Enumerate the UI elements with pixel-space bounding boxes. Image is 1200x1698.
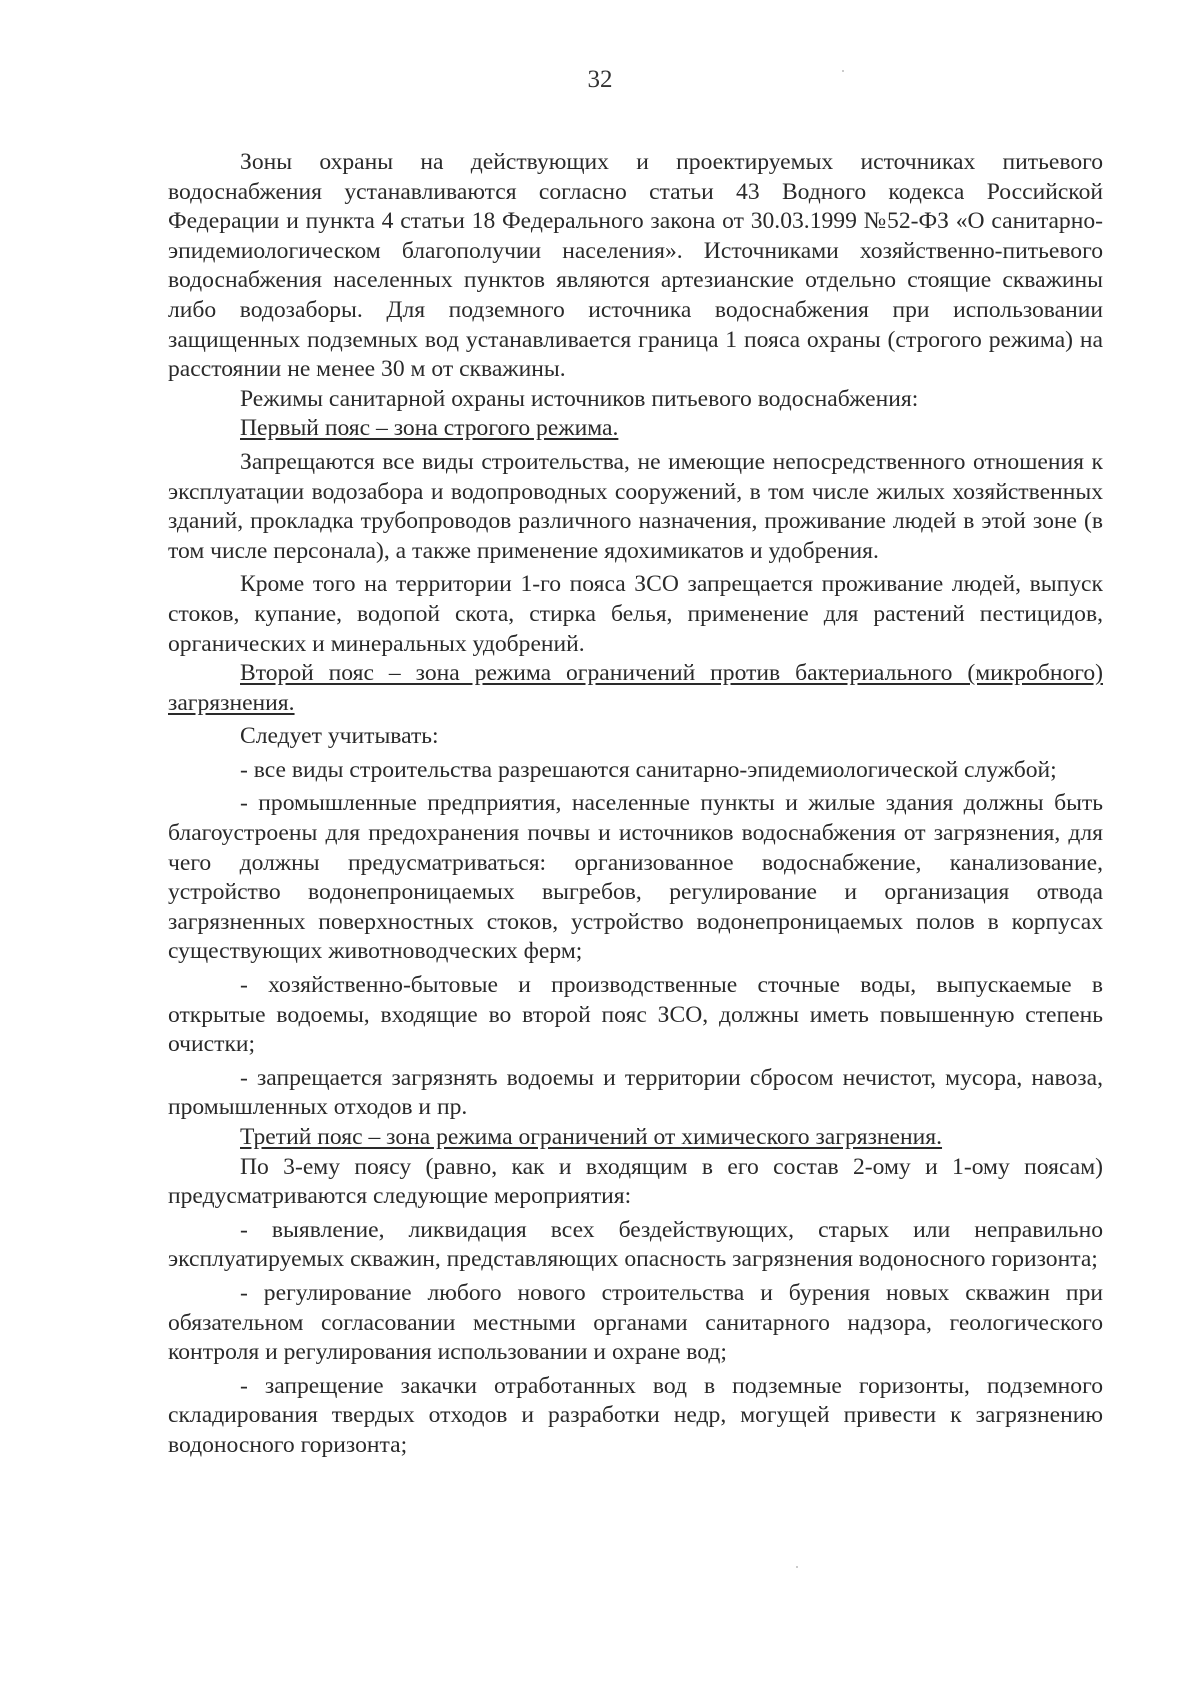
list-item-wastewater: - хозяйственно-бытовые и производственные сточные воды, выпускаемые в открытые водоемы, входящие во второй пояс ЗСО, должны иметь повышенную степень очистки; (168, 972, 1103, 1058)
paragraph-first-belt-prohibitions: Запрещаются все виды строительства, не имеющие непосредственного отношения к эксплуатации водозабора и водопроводных сооружений, в том числе жилых хозяйственных зданий, прокладка трубопроводов различного назначения, проживание людей в этой зоне (в том числе персонала), а также применение ядохимикатов и удобрения. (168, 448, 1103, 564)
scan-speck (796, 1566, 798, 1568)
paragraph-first-belt-additional: Кроме того на территории 1-го пояса ЗСО запрещается проживание людей, выпуск стоков, купание, водопой скота, стирка белья, применение для растений пестицидов, органических и минеральных удобрений. (168, 571, 1103, 657)
heading-first-belt (168, 414, 1103, 444)
document-body (168, 148, 1103, 1461)
heading-third-belt-text: Третий пояс – зона режима ограничений от химического загрязнения. (240, 1124, 943, 1150)
list-item-improvement: - промышленные предприятия, населенные пункты и жилые здания должны быть благоустроены для предохранения почвы и источников водоснабжения от загрязнения, для чего должны предусматриваться: организованное водоснабжение, канализование, устройство водонепроницаемых выгребов, регулирование и организация отвода загрязненных поверхностных стоков, устройство водонепроницаемых полов в корпусах существующих животноводческих ферм; (168, 790, 1103, 965)
list-item-wells: - выявление, ликвидация всех бездействующих, старых или неправильно эксплуатируемых скважин, представляющих опасность загрязнения водоносного горизонта; (168, 1216, 1103, 1273)
heading-second-belt-text: Второй пояс – зона режима ограничений против бактериального (микробного) загрязнения. (168, 660, 1103, 716)
list-item-pollution-ban: - запрещается загрязнять водоемы и территории сбросом нечистот, мусора, навоза, промышленных отходов и пр. (168, 1064, 1103, 1121)
list-item-construction: - все виды строительства разрешаются санитарно-эпидемиологической службой; (240, 756, 1057, 783)
scan-speck (842, 70, 844, 72)
paragraph-regimes-heading: Режимы санитарной охраны источников питьевого водоснабжения: (240, 385, 919, 412)
heading-third-belt (168, 1123, 1103, 1153)
list-item-injection-ban: - запрещение закачки отработанных вод в подземные горизонты, подземного складирования твердых отходов и разработки недр, могущей привести к загрязнению водоносного горизонта; (168, 1372, 1103, 1458)
paragraph-intro: Зоны охраны на действующих и проектируемых источниках питьевого водоснабжения устанавливаются согласно статьи 43 Водного кодекса Российской Федерации и пункта 4 статьи 18 Федерального закона от 30.03.1999 №52-ФЗ «О санитарно-эпидемиологическом благополучии населения». Источниками хозяйственно-питьевого водоснабжения населенных пунктов являются артезианские отдельно стоящие скважины либо водозаборы. Для подземного источника водоснабжения при использовании защищенных подземных вод устанавливается граница 1 пояса охраны (строгого режима) на расстоянии не менее 30 м от скважины. (168, 149, 1103, 383)
heading-first-belt-text: Первый пояс – зона строгого режима. (240, 415, 619, 442)
paragraph-third-belt-measures: По 3-ему поясу (равно, как и входящим в его состав 2-ому и 1-ому поясам) предусматриваются следующие мероприятия: (168, 1153, 1103, 1210)
page-number: 32 (587, 66, 613, 93)
paragraph-consider: Следует учитывать: (240, 723, 439, 750)
list-item-regulation: - регулирование любого нового строительства и бурения новых скважин при обязательном согласовании местными органами санитарного надзора, геологического контроля и регулирования использовании и охране вод; (168, 1279, 1103, 1366)
heading-second-belt (168, 659, 1103, 718)
